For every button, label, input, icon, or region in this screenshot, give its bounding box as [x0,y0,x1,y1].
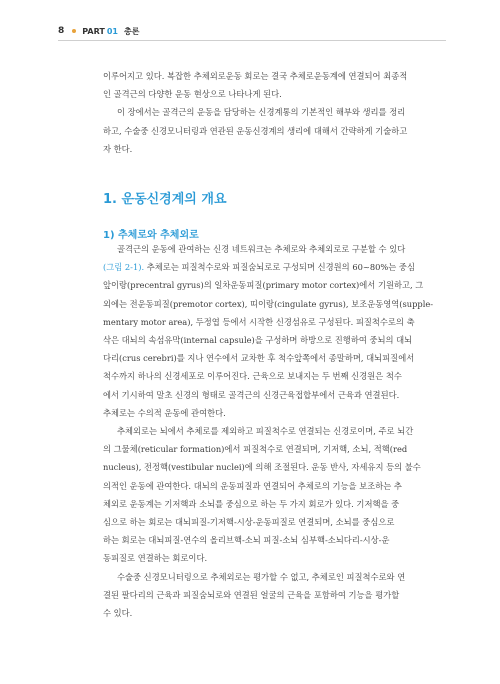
text-line: mentary motor area), 두정엽 등에서 시작한 신경섬유로 구성된다. 피질척수로의 축 [103,316,415,327]
bullet-dot-icon [72,29,76,33]
text-line: 인 골격근의 다양한 운동 현상으로 나타나게 된다. [103,89,282,100]
text-line: 추체로는 수의적 운동에 관여한다. [103,407,226,418]
text-line: 앞이랑(precentral gyrus)의 일차운동피질(primary motor cortex)에서 기원하고, 그 [103,280,424,291]
text-line: 수술중 신경모니터링으로 추체외로는 평가할 수 없고, 추체로인 피질척수로와 연 [117,571,406,582]
text-line: 척수까지 하나의 신경세포로 이루어진다. 근육으로 보내지는 두 번째 신경원은 척수 [103,371,402,382]
subsection-title: 1) 추체로와 추체외로 [103,230,199,241]
text-line: 에서 기시하여 말초 신경의 형태로 골격근의 신경근육접합부에서 근육과 연결된다. [103,389,400,400]
body-paragraphs [103,240,435,622]
header-divider [58,40,446,41]
text-line: 이 장에서는 골격근의 운동을 담당하는 신경계통의 기본적인 해부와 생리를 정리 [117,107,406,118]
text-line [103,258,435,276]
text-line: 의 그물체(reticular formation)에서 피질척수로 연결되며, 기저핵, 소뇌, 적핵(red [103,444,408,455]
intro-paragraphs [103,67,435,158]
chapter-title: 총론 [123,26,140,36]
text-line: 골격근의 운동에 관여하는 신경 네트워크는 추체로와 추체외로로 구분할 수 있다 [117,244,406,254]
text-line: 추체외로는 뇌에서 추체로를 제외하고 피질척수로 연결되는 신경로이며, 주로 뇌간 [117,426,414,437]
text-span: 추체로는 피질척수로와 피질숨뇌로로 구성되며 신경원의 60~80%는 중심 [144,262,415,273]
text-line: 체외로 운동계는 기저핵과 소뇌를 중심으로 하는 두 가지 회로가 있다. 기저핵을 중 [103,498,400,509]
section-title: 1. 운동신경계의 개요 [103,192,227,207]
text-line: 삭은 대뇌의 속섬유막(internal capsule)을 구성하며 하방으로 진행하여 중뇌의 대뇌 [103,335,413,346]
text-line: 다리(crus cerebri)를 지나 연수에서 교차한 후 척수앞쪽에서 종말하며, 대뇌피질에서 [103,353,415,364]
part-label: PART [82,26,105,36]
text-line: 의적인 운동에 관여한다. 대뇌의 운동피질과 연결되어 추체로의 기능을 보조하는 추 [103,480,402,491]
part-number: 01 [106,26,118,36]
text-line: nucleus), 전정핵(vestibular nuclei)에 의해 조절된다. 운동 반사, 자세유지 등의 불수 [103,462,421,473]
text-line: 외에는 전운동피질(premotor cortex), 띠이랑(cingulate gyrus), 보조운동영역(supple- [103,298,434,309]
text-line: 수 있다. [103,608,133,619]
figure-reference-link[interactable]: (그림 2-1). [103,262,145,273]
text-line: 결된 팔다리의 근육과 피질숨뇌로와 연결된 얼굴의 근육을 포함하여 기능을 평가할 [103,589,400,600]
text-line: 이루어지고 있다. 복잡한 추체외로운동 회로는 결국 추체로운동계에 연결되어 최종적 [103,71,408,81]
text-line: 동피질로 연결하는 회로이다. [103,553,208,564]
text-line: 하는 회로는 대뇌피질-연수의 올리브핵-소뇌 피질-소뇌 심부핵-소뇌다리-시상-운 [103,535,390,546]
text-line: 자 한다. [103,143,133,154]
page-number: 8 [58,26,65,36]
text-line: 심으로 하는 회로는 대뇌피질-기저핵-시상-운동피질로 연결되며, 소뇌를 중심으로 [103,517,395,528]
text-line: 하고, 수술중 신경모니터링과 연관된 운동신경계의 생리에 대해서 간략하게 기술하고 [103,125,408,136]
running-header [58,22,448,40]
